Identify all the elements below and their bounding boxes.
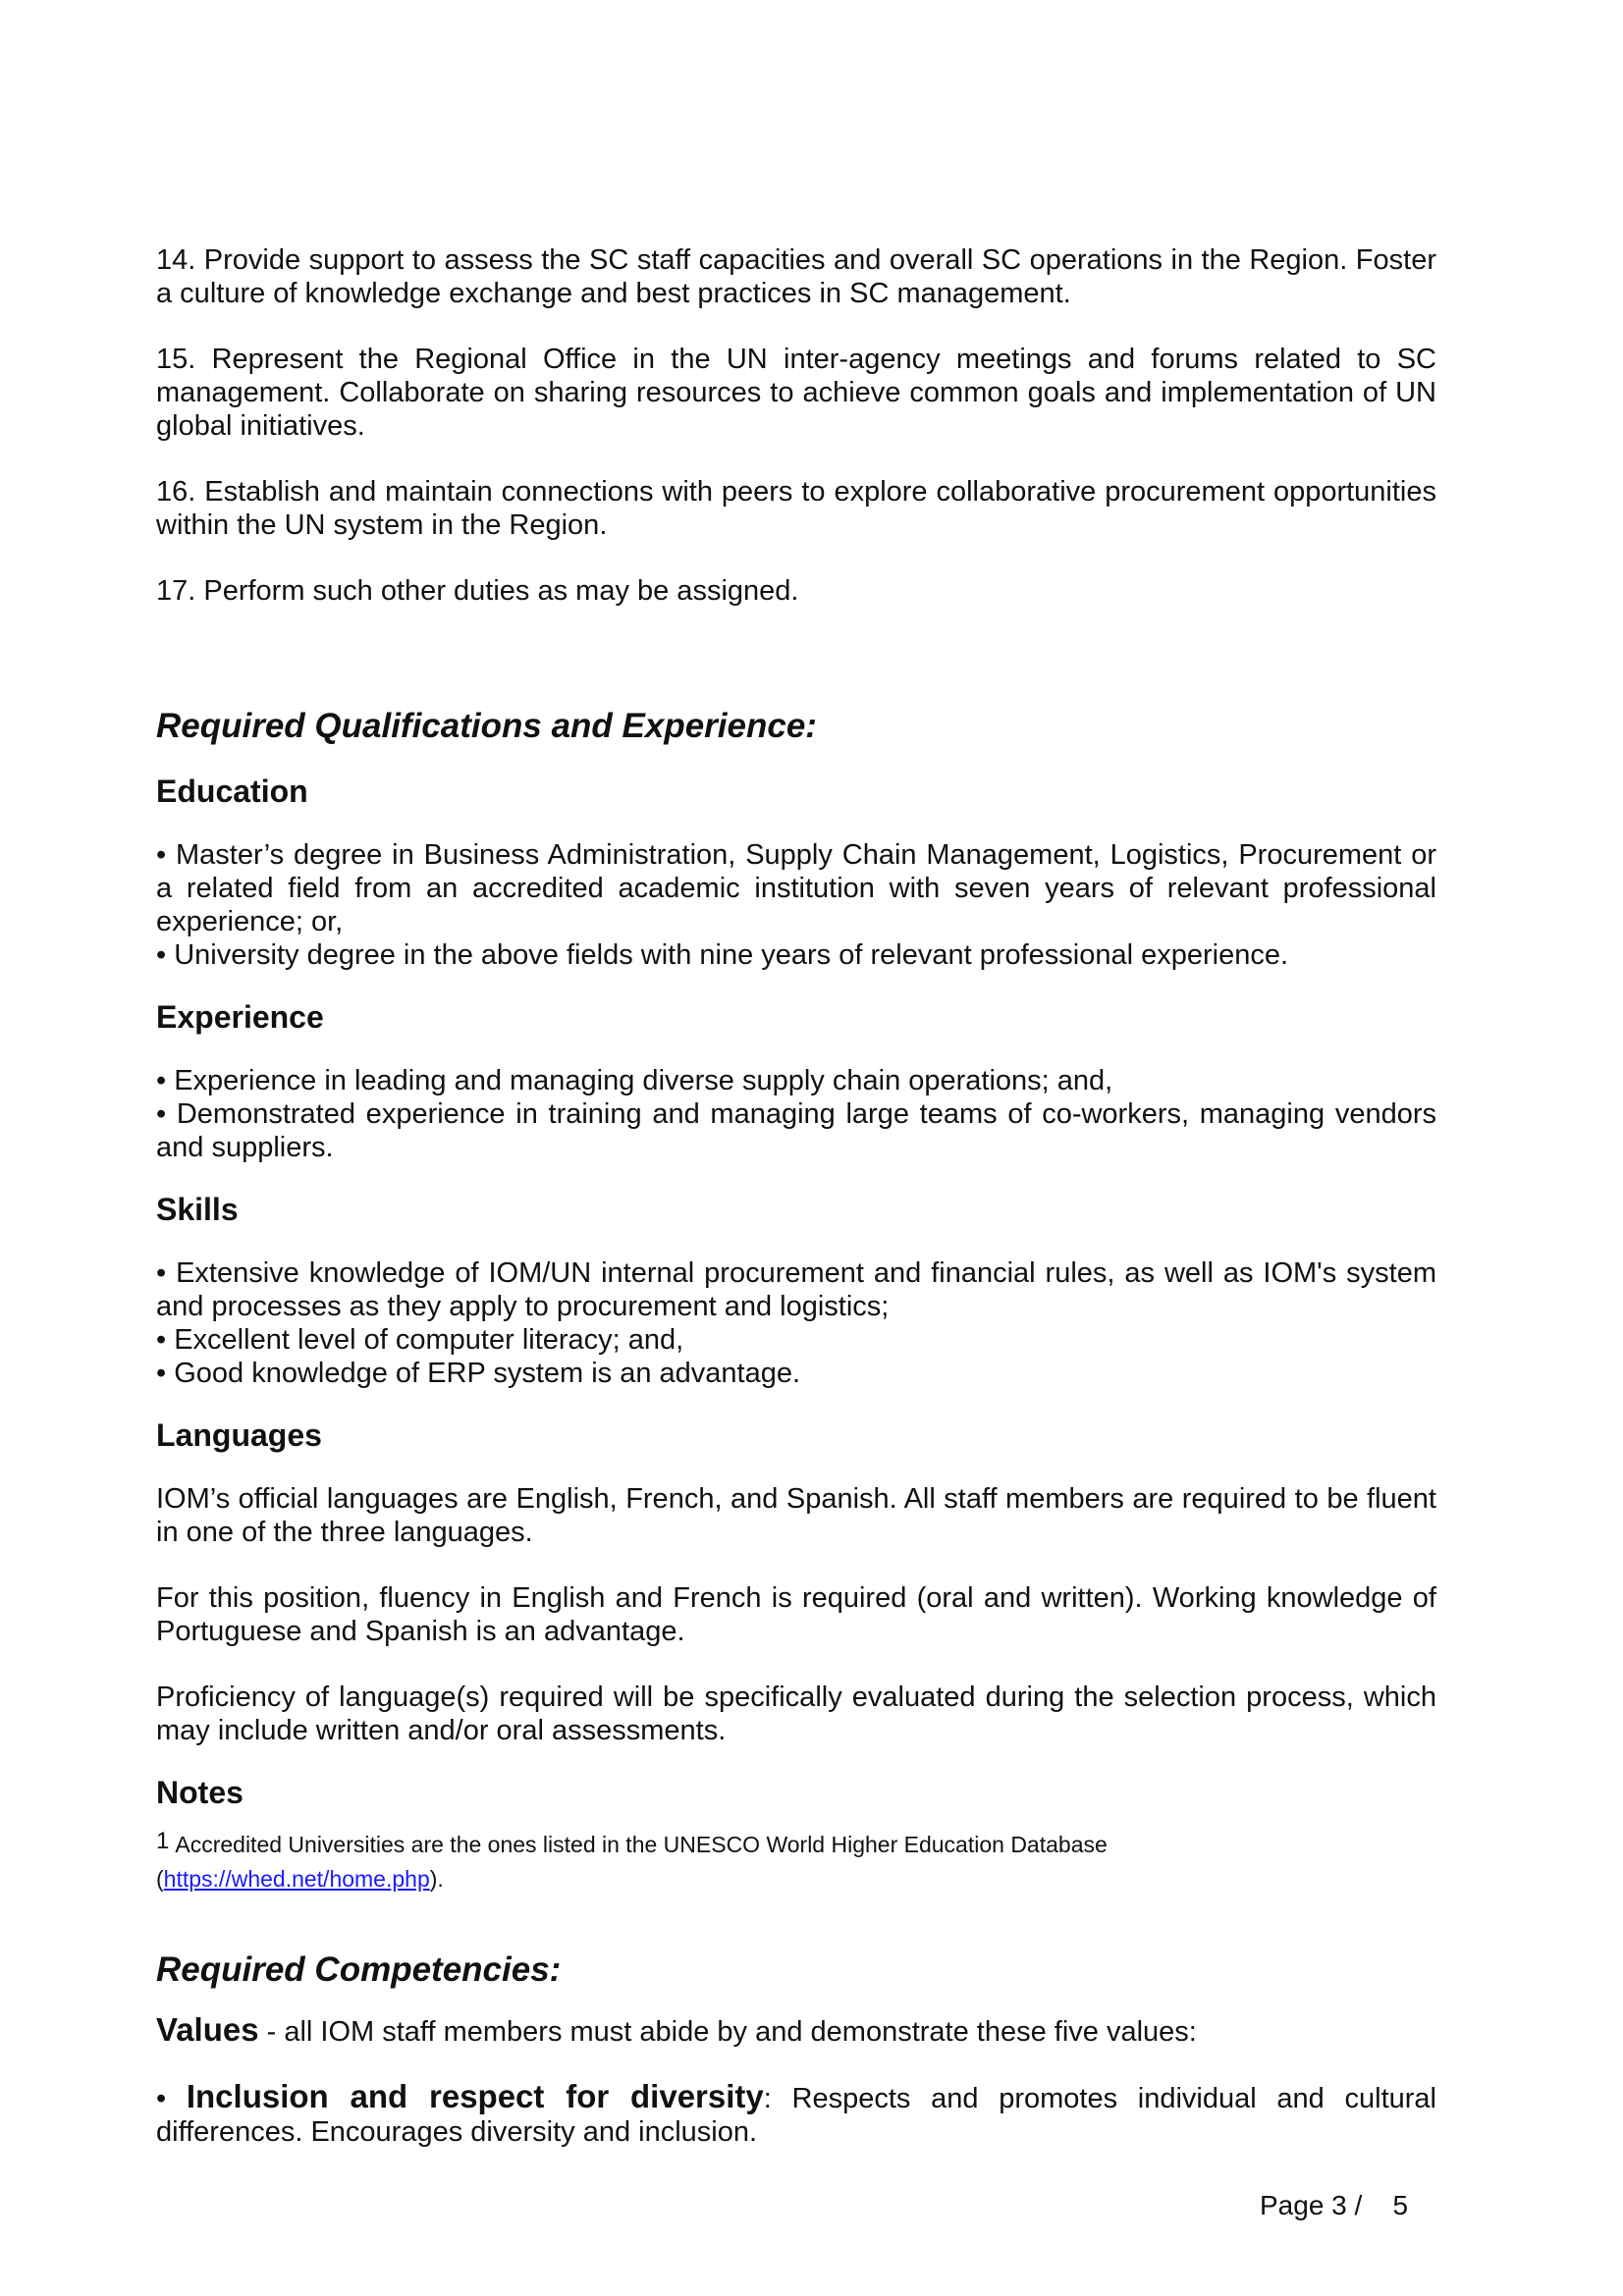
languages-paragraph: Proficiency of language(s) required will be specifically evaluated during the selection process, which may include written and/or oral assessments. (156, 1682, 1436, 1746)
experience-item: • Demonstrated experience in training and managing large teams of co-workers, managing vendors and suppliers. (156, 1098, 1436, 1163)
footnote-paren-close: ). (429, 1866, 444, 1892)
skills-item: • Good knowledge of ERP system is an advantage. (156, 1358, 801, 1389)
whed-link[interactable]: https://whed.net/home.php (163, 1866, 430, 1892)
languages-paragraph: For this position, fluency in English and French is required (oral and written). Working knowledge of Portuguese and Spanish is an advantage. (156, 1582, 1436, 1647)
values-intro (156, 2013, 1436, 2049)
document-page (156, 243, 1436, 2149)
footnote (156, 1828, 1436, 1862)
page-number (1260, 2189, 1408, 2222)
education-item: • Master’s degree in Business Administration, Supply Chain Management, Logistics, Procurement or a related field from an accredited academic institution with seven years of relevant professional experience; or, (156, 839, 1436, 937)
education-heading: Education (156, 774, 308, 809)
qualifications-heading: Required Qualifications and Experience: (156, 707, 817, 745)
languages-heading: Languages (156, 1417, 322, 1453)
value-inclusion-name: Inclusion and respect for diversity (186, 2078, 764, 2114)
languages-paragraph: IOM’s official languages are English, French, and Spanish. All staff members are required to be fluent in one of the three languages. (156, 1483, 1436, 1548)
value-inclusion (156, 2080, 1436, 2149)
notes-heading: Notes (156, 1775, 243, 1810)
skills-heading: Skills (156, 1192, 239, 1227)
education-item: • University degree in the above fields with nine years of relevant professional experience. (156, 939, 1289, 971)
value-bullet: • (156, 2083, 187, 2114)
values-label: Values (156, 2011, 259, 2048)
duty-14: 14. Provide support to assess the SC staff capacities and overall SC operations in the Region. Foster a culture of knowledge exchange and best practices in SC management. (156, 244, 1436, 309)
footnote-text: Accredited Universities are the ones listed in the UNESCO World Higher Education Database (175, 1832, 1108, 1857)
skills-item: • Extensive knowledge of IOM/UN internal procurement and financial rules, as well as IOM's system and processes as they apply to procurement and logistics; (156, 1257, 1436, 1322)
competencies-heading: Required Competencies: (156, 1950, 562, 1989)
duty-17: 17. Perform such other duties as may be assigned. (156, 575, 799, 607)
footnote-paren-open: ( (156, 1866, 164, 1892)
duty-16: 16. Establish and maintain connections with peers to explore collaborative procurement opportunities within the UN system in the Region. (156, 476, 1436, 541)
duty-15: 15. Represent the Regional Office in the UN inter-agency meetings and forums related to SC management. Collaborate on sharing resources to achieve common goals and implementation of UN global initiatives. (156, 344, 1436, 442)
value-inclusion-text: : Respects and promotes individual and cultural differences. Encourages diversity and inclusion. (156, 2083, 1436, 2148)
experience-item: • Experience in leading and managing diverse supply chain operations; and, (156, 1065, 1113, 1096)
page-total: 5 (1392, 2190, 1409, 2220)
page-label: Page 3 / (1260, 2190, 1363, 2220)
experience-heading: Experience (156, 999, 324, 1035)
footnote-link-line (156, 1862, 1436, 1896)
footnote-mark: 1 (156, 1828, 170, 1854)
values-text: - all IOM staff members must abide by and demonstrate these five values: (258, 2016, 1197, 2048)
skills-item: • Excellent level of computer literacy; and, (156, 1324, 684, 1356)
